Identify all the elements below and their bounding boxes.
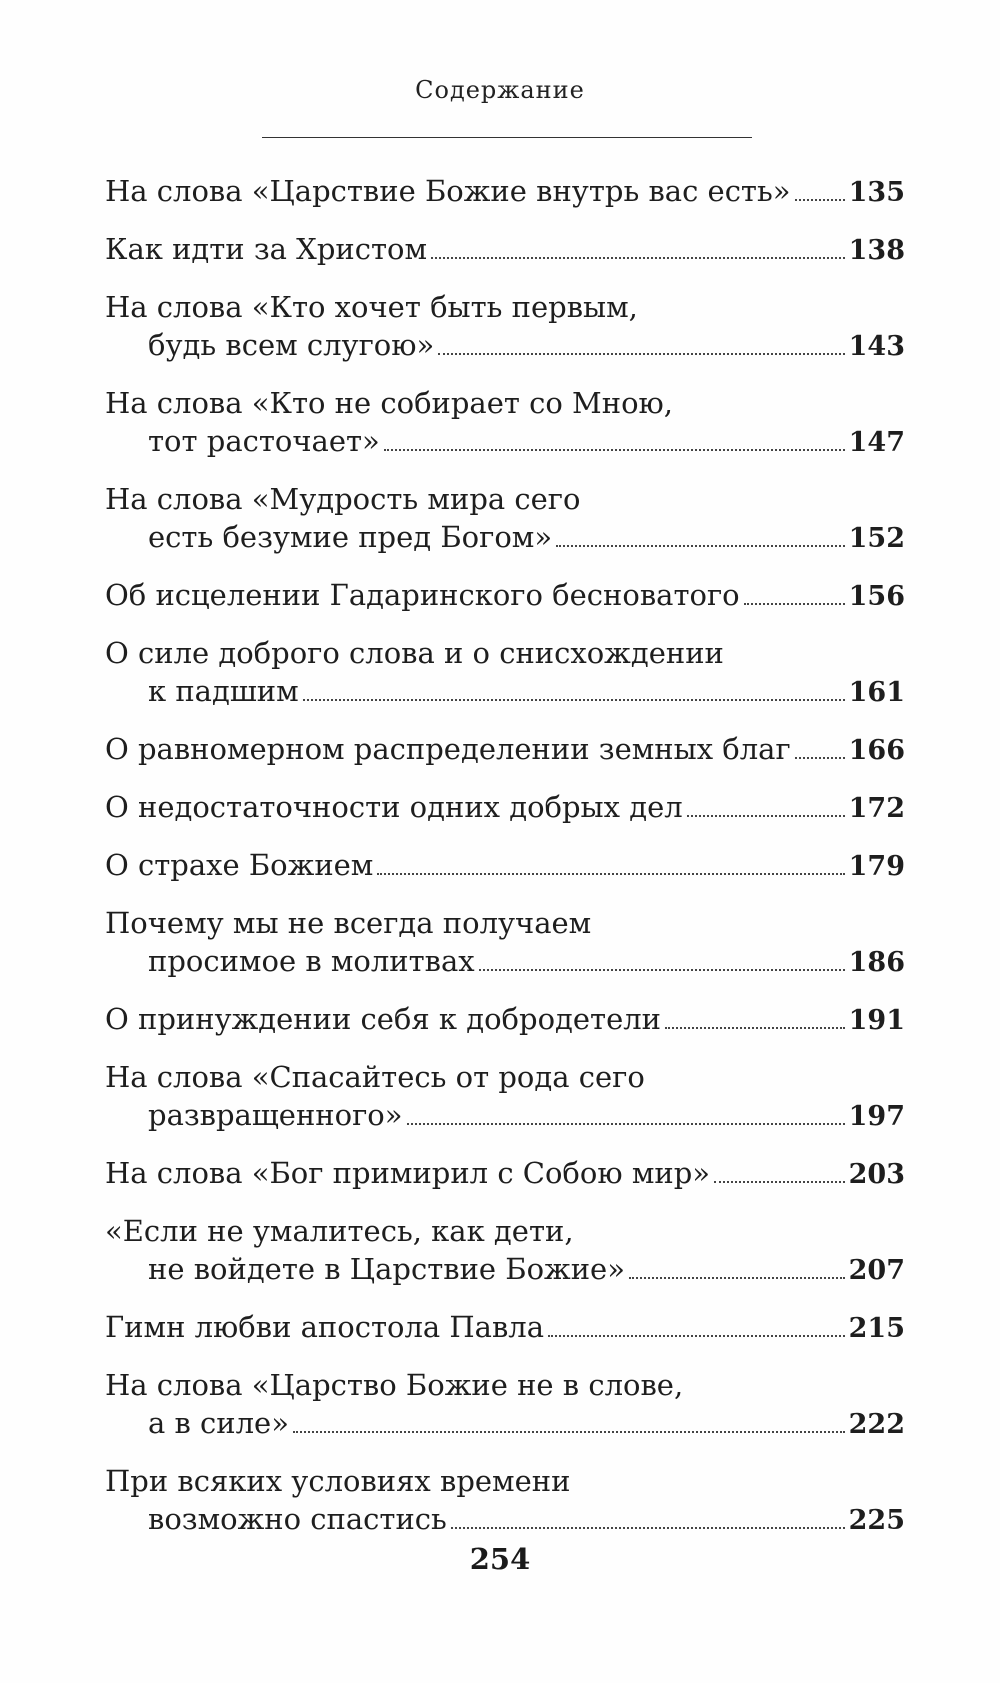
toc-page-number: 138	[848, 235, 905, 266]
toc-entry	[105, 1462, 905, 1540]
toc-entry-title-line: На слова «Спасайтесь от рода сего	[105, 1060, 645, 1094]
toc-page-number: 179	[848, 851, 905, 882]
toc-entry-title: На слова «Царствие Божие внутрь вас есть»	[105, 174, 791, 208]
toc-entry	[105, 904, 905, 982]
toc-entry	[105, 788, 905, 828]
dot-leader	[293, 1431, 845, 1433]
toc-entry-title: О недостаточности одних добрых дел	[105, 790, 683, 824]
dot-leader	[629, 1277, 845, 1279]
toc-entry	[105, 230, 905, 270]
dot-leader	[556, 545, 845, 547]
toc-page-number: 156	[848, 581, 905, 612]
header-rule	[262, 137, 752, 138]
running-header: Содержание	[415, 76, 585, 104]
dot-leader	[303, 699, 845, 701]
toc-entry-title-line: О силе доброго слова и о снисхождении	[105, 636, 724, 670]
toc-entry	[105, 1212, 905, 1290]
page-number-folio: 254	[469, 1542, 531, 1576]
toc-entry-title: На слова «Бог примирил с Собою мир»	[105, 1156, 711, 1190]
toc-entry-title-continuation: возможно спастись	[148, 1502, 447, 1536]
toc-entry-title-line: При всяких условиях времени	[105, 1464, 571, 1498]
toc-entry-title-continuation: есть безумие пред Богом»	[148, 520, 553, 554]
toc-page-number: 207	[848, 1255, 905, 1286]
toc-page-number: 152	[848, 523, 905, 554]
toc-page-number: 225	[848, 1505, 905, 1536]
toc-page-number: 172	[848, 793, 905, 824]
dot-leader	[451, 1527, 845, 1529]
toc-page-number: 166	[848, 735, 905, 766]
toc-entry	[105, 846, 905, 886]
dot-leader	[714, 1181, 845, 1183]
toc-page-number: 143	[848, 331, 905, 362]
toc-entry-title-continuation: к падшим	[148, 674, 299, 708]
dot-leader	[479, 969, 845, 971]
toc-page-number: 197	[848, 1101, 905, 1132]
toc-entry	[105, 730, 905, 770]
dot-leader	[407, 1123, 845, 1125]
dot-leader	[795, 199, 845, 201]
toc-entry-title-continuation: просимое в молитвах	[148, 944, 475, 978]
toc-entry	[105, 634, 905, 712]
dot-leader	[438, 353, 844, 355]
toc-page-number: 191	[848, 1005, 905, 1036]
toc-entry-title-line: Почему мы не всегда получаем	[105, 906, 592, 940]
dot-leader	[665, 1027, 845, 1029]
toc-entry-title-line: На слова «Кто не собирает со Мною,	[105, 386, 674, 420]
toc-entry-title-continuation: развращенного»	[148, 1098, 403, 1132]
toc-entry-title: Об исцелении Гадаринского бесноватого	[105, 578, 740, 612]
toc-page-number: 135	[848, 177, 905, 208]
dot-leader	[548, 1335, 845, 1337]
toc-entry-title: О принуждении себя к добродетели	[105, 1002, 661, 1036]
toc-entry	[105, 1308, 905, 1348]
toc-page-number: 222	[848, 1409, 905, 1440]
toc-entry-title-continuation: будь всем слугою»	[148, 328, 435, 362]
toc-entry	[105, 1366, 905, 1444]
toc-entry-title-line: На слова «Царство Божие не в слове,	[105, 1368, 684, 1402]
toc-entry-title-continuation: тот расточает»	[148, 424, 380, 458]
table-of-contents	[105, 172, 905, 1558]
toc-entry	[105, 1058, 905, 1136]
toc-entry	[105, 384, 905, 462]
toc-entry-title-line: На слова «Мудрость мира сего	[105, 482, 581, 516]
toc-page-number: 186	[848, 947, 905, 978]
toc-entry	[105, 576, 905, 616]
toc-entry	[105, 480, 905, 558]
toc-entry-title: О страхе Божием	[105, 848, 374, 882]
toc-page-number: 161	[848, 677, 905, 708]
toc-entry-title: Как идти за Христом	[105, 232, 428, 266]
dot-leader	[377, 873, 844, 875]
toc-entry-title-continuation: не войдете в Царствие Божие»	[148, 1252, 625, 1286]
toc-page-number: 147	[848, 427, 905, 458]
toc-entry-title-line: «Если не умалитесь, как дети,	[105, 1214, 574, 1248]
toc-entry-title-continuation: а в силе»	[148, 1406, 289, 1440]
dot-leader	[687, 815, 845, 817]
toc-page-number: 215	[848, 1313, 905, 1344]
dot-leader	[795, 757, 845, 759]
toc-entry-title: Гимн любви апостола Павла	[105, 1310, 545, 1344]
toc-entry	[105, 288, 905, 366]
toc-page-number: 203	[848, 1159, 905, 1190]
dot-leader	[744, 603, 845, 605]
toc-entry	[105, 1000, 905, 1040]
dot-leader	[431, 257, 845, 259]
toc-entry-title-line: На слова «Кто хочет быть первым,	[105, 290, 638, 324]
toc-entry	[105, 172, 905, 212]
dot-leader	[384, 449, 845, 451]
toc-entry	[105, 1154, 905, 1194]
toc-entry-title: О равномерном распределении земных благ	[105, 732, 791, 766]
